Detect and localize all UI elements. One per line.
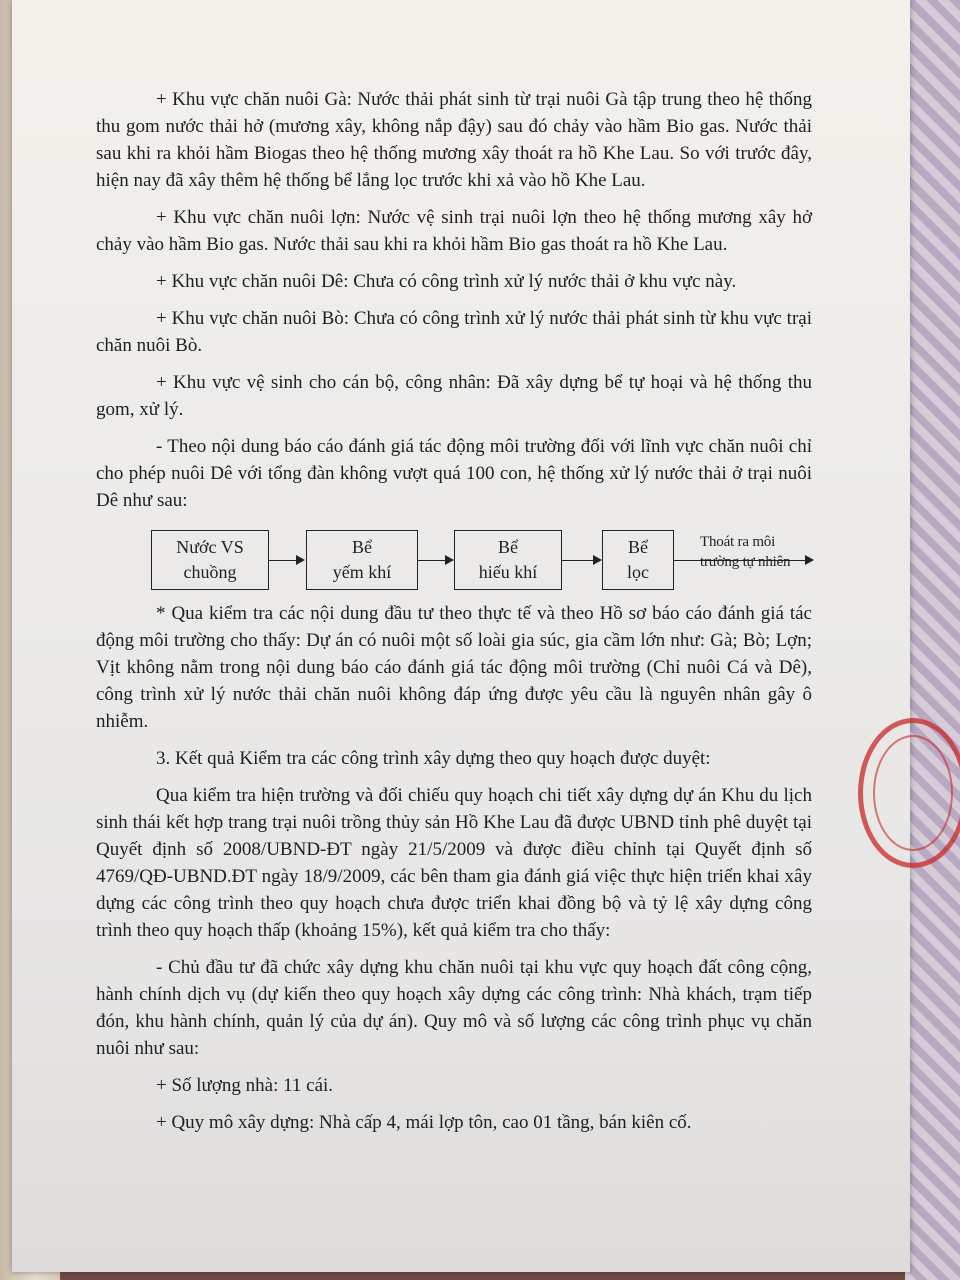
paragraph-quy-mo: + Quy mô xây dựng: Nhà cấp 4, mái lợp tôn, cao 01 tầng, bán kiên cố. bbox=[156, 1112, 692, 1133]
flow-output-label: Thoát ra môi trường tự nhiên bbox=[700, 534, 791, 570]
section-heading-3: 3. Kết quả Kiểm tra các công trình xây dựng theo quy hoạch được duyệt: bbox=[156, 748, 711, 769]
paragraph-chu-dau-tu: - Chủ đầu tư đã chức xây dựng khu chăn nuôi tại khu vực quy hoạch đất công cộng, hành chính dịch vụ (dự kiến theo quy hoạch xây dựng các công trình: Nhà khách, trạm tiếp đón, khu hành chính, quản lý của dự án). Quy mô và số lượng các công trình phục vụ chăn nuôi như sau: bbox=[96, 957, 812, 1059]
paragraph-bao-cao: - Theo nội dung báo cáo đánh giá tác động môi trường đối với lĩnh vực chăn nuôi chỉ cho phép nuôi Dê với tổng đàn không vượt quá 100 con, hệ thống xử lý nước thải ở trại nuôi Dê như sau: bbox=[96, 436, 812, 511]
paragraph-lon: + Khu vực chăn nuôi lợn: Nước vệ sinh trại nuôi lợn theo hệ thống mương xây hở chảy vào hầm Bio gas. Nước thải sau khi ra khỏi hầm Bio gas thoát ra hồ Khe Lau. bbox=[96, 207, 812, 255]
paragraph-de: + Khu vực chăn nuôi Dê: Chưa có công trình xử lý nước thải ở khu vực này. bbox=[156, 271, 737, 292]
flow-box-source: Nước VS chuồng bbox=[151, 530, 269, 590]
paragraph-bo: + Khu vực chăn nuôi Bò: Chưa có công trình xử lý nước thải phát sinh từ khu vực trại chăn nuôi Bò. bbox=[96, 308, 812, 356]
paragraph-ve-sinh: + Khu vực vệ sinh cho cán bộ, công nhân: Đã xây dựng bể tự hoại và hệ thống thu gom, xử lý. bbox=[96, 372, 812, 420]
flow-arrow bbox=[418, 560, 452, 561]
red-seal-stamp bbox=[858, 718, 960, 868]
paragraph-quy-hoach: Qua kiểm tra hiện trường và đối chiếu quy hoạch chi tiết xây dựng dự án Khu du lịch sinh thái kết hợp trang trại nuôi trồng thủy sản Hồ Khe Lau đã được UBND tỉnh phê duyệt tại Quyết định số 2008/UBND-ĐT ngày 21/5/2009 và được điều chỉnh tại Quyết định số 4769/QĐ-UBND.ĐT ngày 18/9/2009, các bên tham gia đánh giá việc thực hiện triển khai xây dựng các công trình theo quy hoạch chưa được triển khai đồng bộ và tỷ lệ xây dựng công trình theo quy hoạch thấp (khoảng 15%), kết quả kiểm tra cho thấy: bbox=[96, 785, 812, 941]
flow-arrow bbox=[269, 560, 303, 561]
document-page bbox=[12, 0, 910, 1272]
flow-box-filter: Bể lọc bbox=[602, 530, 674, 590]
wastewater-flow-diagram bbox=[96, 524, 812, 594]
paragraph-ga: + Khu vực chăn nuôi Gà: Nước thải phát sinh từ trại nuôi Gà tập trung theo hệ thống thu gom nước thải hở (mương xây, không nắp đậy) sau đó chảy vào hầm Bio gas. Nước thải sau khi ra khỏi hầm Biogas theo hệ thống mương xây thoát ra hồ Khe Lau. So với trước đây, hiện nay đã xây thêm hệ thống bể lắng lọc trước khi xả vào hồ Khe Lau. bbox=[96, 89, 812, 191]
paragraph-ket-luan: * Qua kiểm tra các nội dung đầu tư theo thực tế và theo Hồ sơ báo cáo đánh giá tác động môi trường cho thấy: Dự án có nuôi một số loài gia súc, gia cầm lớn như: Gà; Bò; Lợn; Vịt không nằm trong nội dung báo cáo đánh giá tác động môi trường (Chỉ nuôi Cá và Dê), công trình xử lý nước thải chăn nuôi không đáp ứng được yêu cầu là nguyên nhân gây ô nhiễm. bbox=[96, 603, 812, 732]
flow-arrow bbox=[562, 560, 600, 561]
paragraph-so-luong: + Số lượng nhà: 11 cái. bbox=[156, 1075, 334, 1096]
flow-box-aerobic: Bể hiếu khí bbox=[454, 530, 562, 590]
flow-box-anaerobic: Bể yếm khí bbox=[306, 530, 418, 590]
document-body bbox=[96, 86, 812, 1146]
background-book-right bbox=[905, 0, 960, 1280]
